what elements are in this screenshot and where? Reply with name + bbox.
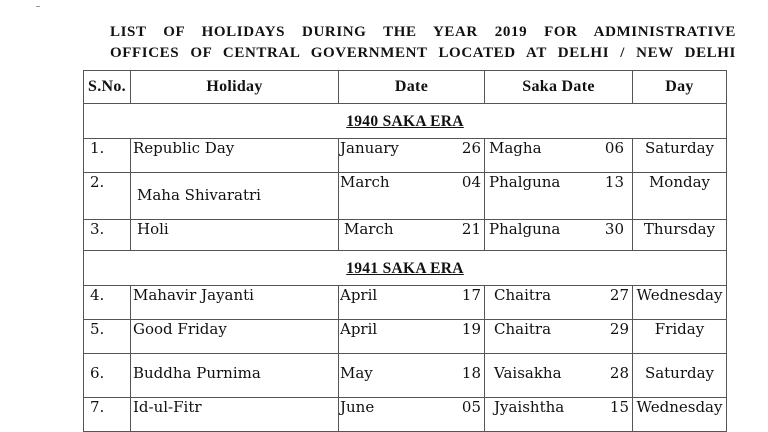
cell-sno: 2. xyxy=(84,173,131,220)
holiday-table xyxy=(83,70,727,432)
cell-holiday: Good Friday xyxy=(131,320,339,354)
date-day: 21 xyxy=(461,220,481,238)
table-row xyxy=(84,354,727,398)
cell-day: Monday xyxy=(633,173,727,220)
date-month: March xyxy=(340,173,390,191)
cell-date xyxy=(339,220,485,251)
date-month: April xyxy=(340,286,378,304)
saka-month: Jyaishtha xyxy=(494,398,565,416)
date-day: 26 xyxy=(461,139,481,157)
title-line-1: LIST OF HOLIDAYS DURING THE YEAR 2019 FOR ADMINISTRATIVE xyxy=(110,24,736,40)
era-row xyxy=(84,104,727,139)
saka-day: 06 xyxy=(604,139,624,157)
date-day: 18 xyxy=(461,364,481,382)
date-day: 05 xyxy=(461,398,481,416)
cell-saka-date xyxy=(485,320,633,354)
header-date: Date xyxy=(339,71,485,104)
table-row xyxy=(84,139,727,173)
date-month: March xyxy=(344,220,394,238)
cell-sno: 6. xyxy=(84,354,131,398)
cell-day: Wednesday xyxy=(633,286,727,320)
cell-holiday: Republic Day xyxy=(131,139,339,173)
cell-holiday: Mahavir Jayanti xyxy=(131,286,339,320)
saka-month: Phalguna xyxy=(489,173,561,191)
saka-day: 28 xyxy=(609,364,629,382)
header-saka-date: Saka Date xyxy=(485,71,633,104)
saka-day: 29 xyxy=(609,320,629,338)
cell-date xyxy=(339,320,485,354)
scan-mark xyxy=(36,6,40,7)
date-month: January xyxy=(340,139,399,157)
cell-day: Saturday xyxy=(633,139,727,173)
title-line-2: OFFICES OF CENTRAL GOVERNMENT LOCATED AT DELHI / NEW DELHI xyxy=(110,45,736,61)
date-month: May xyxy=(340,364,373,382)
table-row xyxy=(84,320,727,354)
saka-day: 13 xyxy=(604,173,624,191)
era-label: 1940 SAKA ERA xyxy=(346,112,464,130)
cell-day: Wednesday xyxy=(633,398,727,432)
cell-date xyxy=(339,286,485,320)
cell-saka-date xyxy=(485,354,633,398)
cell-saka-date xyxy=(485,139,633,173)
cell-sno: 1. xyxy=(84,139,131,173)
table-row xyxy=(84,220,727,251)
cell-holiday: Maha Shivaratri xyxy=(131,173,339,220)
saka-day: 27 xyxy=(609,286,629,304)
date-day: 04 xyxy=(461,173,481,191)
cell-holiday: Holi xyxy=(131,220,339,251)
cell-date xyxy=(339,398,485,432)
table-row xyxy=(84,173,727,220)
saka-month: Chaitra xyxy=(494,320,552,338)
cell-sno: 4. xyxy=(84,286,131,320)
cell-holiday: Id-ul-Fitr xyxy=(131,398,339,432)
header-row xyxy=(84,71,727,104)
saka-day: 15 xyxy=(609,398,629,416)
cell-day: Thursday xyxy=(633,220,727,251)
cell-sno: 5. xyxy=(84,320,131,354)
cell-sno: 3. xyxy=(84,220,131,251)
cell-day: Saturday xyxy=(633,354,727,398)
cell-saka-date xyxy=(485,220,633,251)
cell-saka-date xyxy=(485,173,633,220)
saka-month: Vaisakha xyxy=(494,364,562,382)
saka-month: Chaitra xyxy=(494,286,552,304)
cell-holiday: Buddha Purnima xyxy=(131,354,339,398)
document-title xyxy=(110,22,736,64)
date-day: 17 xyxy=(461,286,481,304)
cell-date xyxy=(339,173,485,220)
date-month: April xyxy=(340,320,378,338)
cell-sno: 7. xyxy=(84,398,131,432)
cell-date xyxy=(339,139,485,173)
header-day: Day xyxy=(633,71,727,104)
saka-month: Magha xyxy=(489,139,542,157)
era-label: 1941 SAKA ERA xyxy=(346,259,464,277)
cell-saka-date xyxy=(485,286,633,320)
era-row xyxy=(84,251,727,286)
cell-saka-date xyxy=(485,398,633,432)
date-month: June xyxy=(340,398,375,416)
date-day: 19 xyxy=(461,320,481,338)
saka-day: 30 xyxy=(604,220,624,238)
table-row xyxy=(84,398,727,432)
table-row xyxy=(84,286,727,320)
header-holiday: Holiday xyxy=(131,71,339,104)
saka-month: Phalguna xyxy=(489,220,561,238)
cell-day: Friday xyxy=(633,320,727,354)
header-sno: S.No. xyxy=(84,71,131,104)
cell-date xyxy=(339,354,485,398)
